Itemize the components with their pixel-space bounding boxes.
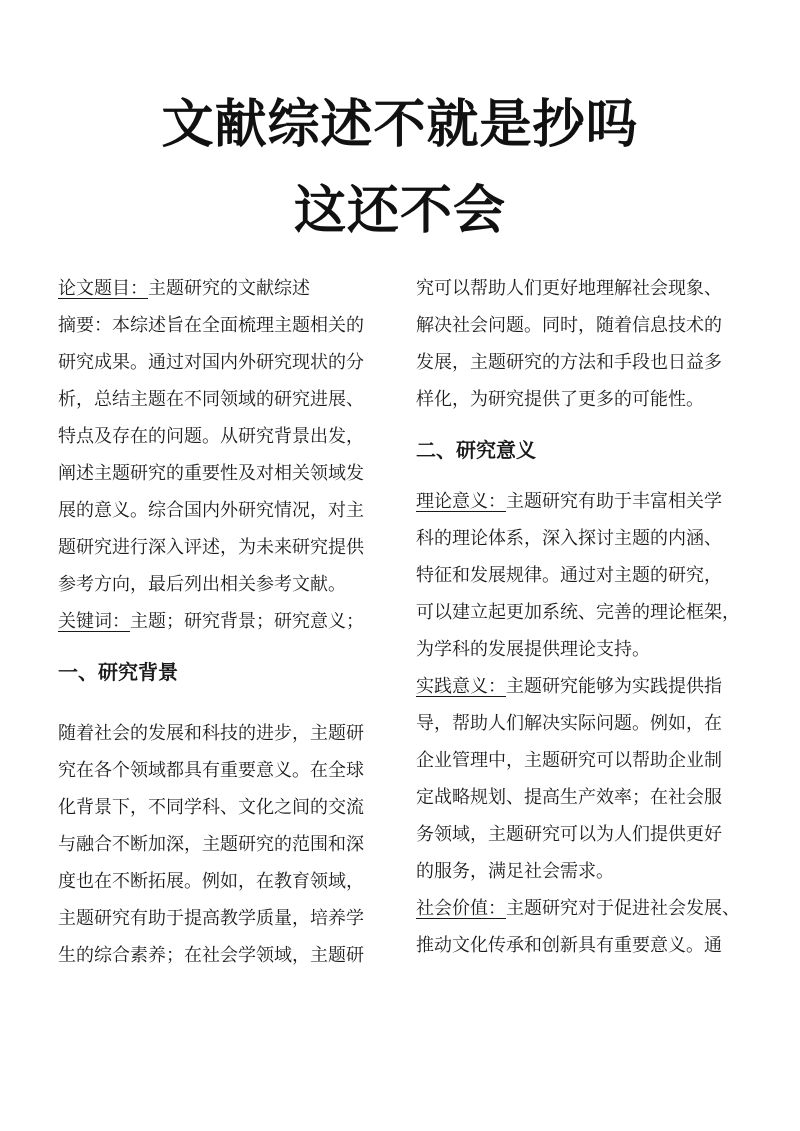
theory-line: 可以建立起更加系统、完善的理论框架， bbox=[416, 602, 740, 623]
practice-line: 企业管理中，主题研究可以帮助企业制 bbox=[416, 750, 722, 771]
keywords-label: 关键词： bbox=[58, 611, 130, 632]
continued-line: 样化，为研究提供了更多的可能性。 bbox=[416, 389, 704, 410]
abstract-line: 析，总结主题在不同领域的研究进展、 bbox=[58, 389, 364, 410]
abstract-line: 参考方向，最后列出相关参考文献。 bbox=[58, 574, 346, 595]
abstract-line: 特点及存在的问题。从研究背景出发， bbox=[58, 426, 364, 447]
continued-line: 发展，主题研究的方法和手段也日益多 bbox=[416, 352, 722, 373]
document-title-line-2: 这还不会 bbox=[293, 181, 506, 241]
background-line: 生的综合素养；在社会学领域，主题研 bbox=[58, 945, 364, 966]
social-row bbox=[416, 890, 746, 927]
left-column bbox=[58, 270, 388, 974]
paper-title-label: 论文题目： bbox=[58, 278, 148, 299]
abstract-line: 阐述主题研究的重要性及对相关领域发 bbox=[58, 463, 364, 484]
abstract-line: 摘要：本综述旨在全面梳理主题相关的 bbox=[58, 315, 364, 336]
continued-line: 解决社会问题。同时，随着信息技术的 bbox=[416, 315, 722, 336]
section-heading-background: 一、研究背景 bbox=[58, 660, 178, 684]
background-line: 与融合不断加深，主题研究的范围和深 bbox=[58, 834, 364, 855]
practice-row bbox=[416, 668, 746, 705]
right-column bbox=[416, 270, 746, 964]
background-line: 主题研究有助于提高教学质量，培养学 bbox=[58, 908, 364, 929]
practice-line: 定战略规划、提高生产效率；在社会服 bbox=[416, 787, 722, 808]
abstract-line: 展的意义。综合国内外研究情况，对主 bbox=[58, 500, 364, 521]
keywords-value: 主题；研究背景；研究意义； bbox=[130, 611, 364, 632]
practice-line: 导，帮助人们解决实际问题。例如，在 bbox=[416, 713, 722, 734]
keywords-row bbox=[58, 603, 388, 640]
theory-line: 科的理论体系，深入探讨主题的内涵、 bbox=[416, 528, 722, 549]
practice-line: 务领域，主题研究可以为人们提供更好 bbox=[416, 824, 722, 845]
theory-line: 特征和发展规律。通过对主题的研究， bbox=[416, 565, 722, 586]
paper-title-row bbox=[58, 270, 388, 307]
theory-line: 为学科的发展提供理论支持。 bbox=[416, 639, 650, 660]
section-heading-significance: 二、研究意义 bbox=[416, 438, 536, 462]
background-line: 化背景下，不同学科、文化之间的交流 bbox=[58, 797, 364, 818]
document-title-line-1: 文献综述不就是抄吗 bbox=[161, 95, 639, 155]
social-first-line: 主题研究对于促进社会发展、 bbox=[506, 898, 740, 919]
practice-line: 的服务，满足社会需求。 bbox=[416, 861, 614, 882]
paper-title-value: 主题研究的文献综述 bbox=[148, 278, 310, 299]
background-line: 度也在不断拓展。例如，在教育领域， bbox=[58, 871, 364, 892]
theory-row bbox=[416, 483, 746, 520]
practice-first-line: 主题研究能够为实践提供指 bbox=[506, 676, 722, 697]
theory-first-line: 主题研究有助于丰富相关学 bbox=[506, 491, 722, 512]
background-line: 随着社会的发展和科技的进步，主题研 bbox=[58, 723, 364, 744]
background-line: 究在各个领域都具有重要意义。在全球 bbox=[58, 760, 364, 781]
abstract-line: 研究成果。通过对国内外研究现状的分 bbox=[58, 352, 364, 373]
abstract-line: 题研究进行深入评述，为未来研究提供 bbox=[58, 537, 364, 558]
continued-line: 究可以帮助人们更好地理解社会现象、 bbox=[416, 278, 722, 299]
social-label: 社会价值： bbox=[416, 898, 506, 919]
theory-label: 理论意义： bbox=[416, 491, 506, 512]
social-line: 推动文化传承和创新具有重要意义。通 bbox=[416, 935, 722, 956]
practice-label: 实践意义： bbox=[416, 676, 506, 697]
